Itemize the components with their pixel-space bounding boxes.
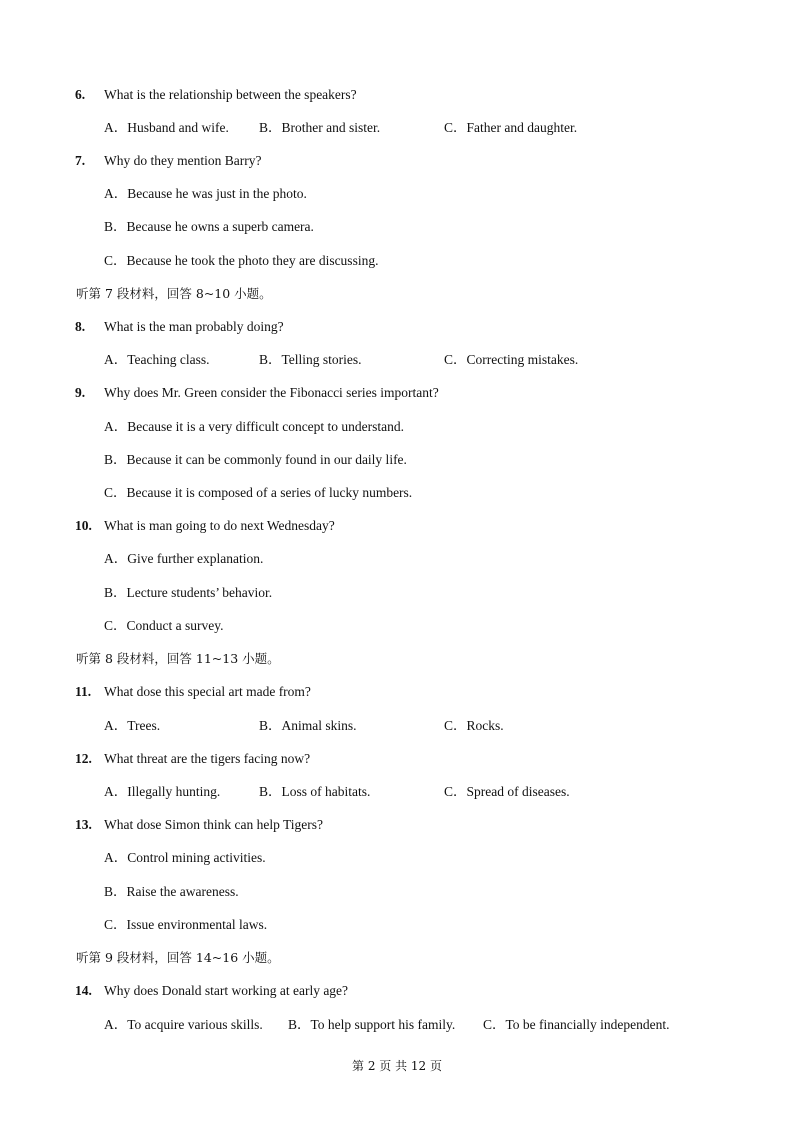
question-9-number: 9. (75, 385, 86, 400)
question-8-option-b: B．Telling stories. (259, 352, 362, 367)
question-10-option-a: A．Give further explanation. (104, 551, 264, 566)
section-9-instruction: 听第 9 段材料，回答 14~16 小题。 (76, 950, 280, 965)
question-9-option-a: A．Because it is a very difficult concept to understand. (104, 419, 405, 434)
question-13-number: 13. (75, 817, 92, 832)
section-8-instruction: 听第 8 段材料，回答 11~13 小题。 (76, 651, 280, 666)
question-14-number: 14. (75, 983, 92, 998)
question-14-option-a: A．To acquire various skills. (104, 1017, 263, 1032)
question-12-option-b: B．Loss of habitats. (259, 784, 371, 799)
question-8-number: 8. (75, 319, 86, 334)
section-7-instruction: 听第 7 段材料，回答 8~10 小题。 (76, 286, 272, 301)
question-7-option-b: B．Because he owns a superb camera. (104, 219, 314, 234)
question-11-option-b: B．Animal skins. (259, 718, 357, 733)
question-12-text: What threat are the tigers facing now? (104, 751, 311, 766)
question-8-option-a: A．Teaching class. (104, 352, 210, 367)
question-11-option-c: C．Rocks. (444, 718, 504, 733)
question-10-option-c: C．Conduct a survey. (104, 618, 224, 633)
question-9-text: Why does Mr. Green consider the Fibonacci series important? (104, 385, 439, 400)
question-6-option-c: C．Father and daughter. (444, 120, 578, 135)
question-10-option-b: B．Lecture students’ behavior. (104, 585, 273, 600)
question-14-option-b: B．To help support his family. (288, 1017, 456, 1032)
question-9-option-c: C．Because it is composed of a series of lucky numbers. (104, 485, 413, 500)
page-footer: 第 2 页 共 12 页 (352, 1059, 442, 1073)
question-14-text: Why does Donald start working at early age? (104, 983, 349, 998)
question-8-text: What is the man probably doing? (104, 319, 284, 334)
question-12-number: 12. (75, 751, 92, 766)
question-11-text: What dose this special art made from? (104, 684, 311, 699)
question-7-text: Why do they mention Barry? (104, 153, 262, 168)
question-12-option-a: A．Illegally hunting. (104, 784, 221, 799)
question-11-number: 11. (75, 684, 92, 699)
question-7-option-c: C．Because he took the photo they are discussing. (104, 253, 379, 268)
question-13-text: What dose Simon think can help Tigers? (104, 817, 323, 832)
question-6-option-b: B．Brother and sister. (259, 120, 381, 135)
question-10-text: What is man going to do next Wednesday? (104, 518, 335, 533)
question-12-option-c: C．Spread of diseases. (444, 784, 570, 799)
question-13-option-c: C．Issue environmental laws. (104, 917, 268, 932)
question-14-option-c: C．To be financially independent. (483, 1017, 670, 1032)
question-8-option-c: C．Correcting mistakes. (444, 352, 579, 367)
question-13-option-a: A．Control mining activities. (104, 850, 266, 865)
question-10-number: 10. (75, 518, 92, 533)
question-9-option-b: B．Because it can be commonly found in our daily life. (104, 452, 407, 467)
question-11-option-a: A．Trees. (104, 718, 161, 733)
question-7-option-a: A．Because he was just in the photo. (104, 186, 307, 201)
question-13-option-b: B．Raise the awareness. (104, 884, 239, 899)
question-6-number: 6. (75, 87, 86, 102)
question-7-number: 7. (75, 153, 86, 168)
question-6-option-a: A．Husband and wife. (104, 120, 229, 135)
question-6-text: What is the relationship between the speakers? (104, 87, 357, 102)
